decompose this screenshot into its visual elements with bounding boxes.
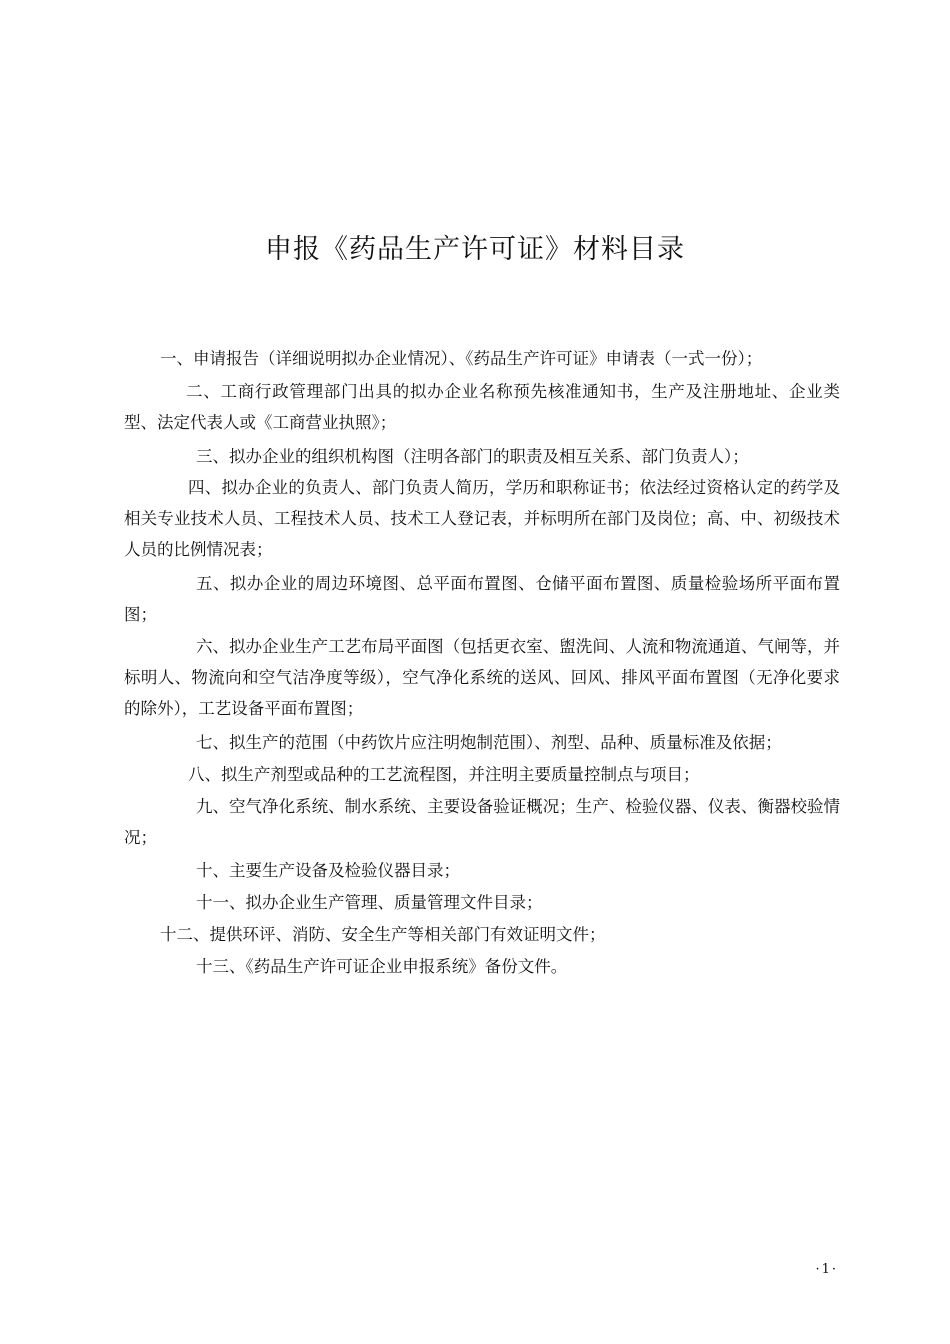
list-item: 十一、拟办企业生产管理、质量管理文件目录； [196,893,543,912]
list-item: 五、拟办企业的周边环境图、总平面布置图、仓储平面布置图、质量检验场所平面布置图； [124,574,840,624]
list-item: 十、主要生产设备及检验仪器目录； [196,861,460,880]
list-item: 八、拟生产剂型或品种的工艺流程图，并注明主要质量控制点与项目； [188,765,700,784]
list-item: 十三、《药品生产许可证企业申报系统》备份文件。 [196,957,568,976]
list-item: 一、申请报告（详细说明拟办企业情况）、《药品生产许可证》申请表（一式一份）； [160,349,763,368]
list-item: 十二、提供环评、消防、安全生产等相关部门有效证明文件； [160,925,606,944]
page-title: 申报《药品生产许可证》材料目录 [265,234,685,265]
list-item: 二、工商行政管理部门出具的拟办企业名称预先核准通知书，生产及注册地址、企业类型、法定代表人或《工商营业执照》； [124,382,840,432]
list-item: 七、拟生产的范围（中药饮片应注明炮制范围）、剂型、品种、质量标准及依据； [196,733,782,752]
list-item: 九、空气净化系统、制水系统、主要设备验证概况；生产、检验仪器、仪表、衡器校验情况； [124,797,840,847]
list-item: 六、拟办企业生产工艺布局平面图（包括更衣室、盥洗间、人流和物流通道、气闸等，并标明人、物流向和空气洁净度等级），空气净化系统的送风、回风、排风平面布置图（无净化要求的除外），工艺设备平面布置图； [124,637,840,718]
page-number: ·1· [815,1262,838,1277]
list-item: 四、拟办企业的负责人、部门负责人简历，学历和职称证书；依法经过资格认定的药学及相关专业技术人员、工程技术人员、技术工人登记表，并标明所在部门及岗位；高、中、初级技术人员的比例情况表； [124,478,840,559]
list-item: 三、拟办企业的组织机构图（注明各部门的职责及相互关系、部门负责人）； [196,447,749,466]
